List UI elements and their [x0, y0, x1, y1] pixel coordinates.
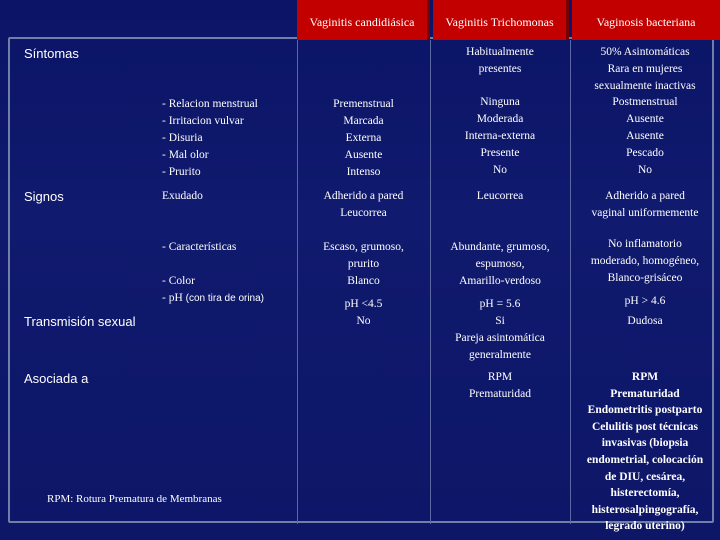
column-header-candidiasica: Vaginitis candidiásica	[297, 0, 430, 40]
bacteriana-transmision: Dudosa	[627, 315, 663, 327]
bacteriana-signos-detail: No inflamatorio moderado, homogéneo, Blanco-grisáceo pH > 4.6	[590, 238, 700, 307]
bacteriana-symptoms: Postmenstrual Ausente Ausente Pescado No	[612, 96, 678, 176]
trichomonas-transmision: Si Pareja asintomática generalmente	[455, 315, 545, 361]
column-divider	[430, 40, 431, 524]
candidiasica-exudado: Adherido a pared Leucorrea	[323, 190, 404, 219]
trichomonas-asociada: RPM Prematuridad	[469, 371, 531, 400]
row-label-asociada: Asociada a	[24, 371, 89, 386]
candidiasica-symptoms: Premenstrual Marcada Externa Ausente Intenso	[333, 98, 394, 178]
column-divider	[570, 40, 571, 524]
column-header-bacteriana: Vaginosis bacteriana	[572, 0, 720, 40]
trichomonas-symptoms-header: Habitualmente presentes	[466, 46, 534, 75]
candidiasica-signos-detail: Escaso, grumoso, prurito Blanco pH <4.5	[323, 241, 404, 310]
row-label-signos: Signos	[24, 189, 64, 204]
row-label-transmision: Transmisión sexual	[24, 314, 136, 329]
row-label-sintomas: Síntomas	[24, 46, 79, 61]
column-header-trichomonas: Vaginitis Trichomonas	[433, 0, 569, 40]
color-label: - Color	[162, 275, 195, 287]
bacteriana-asociada: RPM Prematuridad Endometritis postparto Celulitis post técnicas invasivas (biopsia endometrial, colocación de DIU, cesárea, histerectomía, histerosalpingografía, legrado uterino)	[586, 371, 704, 533]
caracteristicas-label: - Características	[162, 241, 237, 253]
trichomonas-symptoms: Ninguna Moderada Interna-externa Presente No	[464, 96, 536, 176]
ph-label-note: (con tira de orina)	[185, 293, 265, 304]
ph-label-row	[162, 290, 264, 307]
bacteriana-exudado: Adherido a pared vaginal uniformemente	[591, 190, 699, 219]
trichomonas-signos-detail: Abundante, grumoso, espumoso, Amarillo-verdoso pH = 5.6	[450, 241, 550, 310]
footnote: RPM: Rotura Prematura de Membranas	[47, 493, 222, 505]
bacteriana-symptoms-header: 50% Asintomáticas Rara en mujeres sexualmente inactivas	[594, 46, 696, 92]
exudado-label: Exudado	[162, 190, 203, 202]
trichomonas-exudado: Leucorrea	[476, 190, 524, 202]
ph-label: - pH	[162, 292, 183, 304]
candidiasica-transmision: No	[356, 315, 371, 327]
symptom-items-list: - Relacion menstrual - Irritacion vulvar - Disuria - Mal olor - Prurito	[162, 98, 258, 178]
